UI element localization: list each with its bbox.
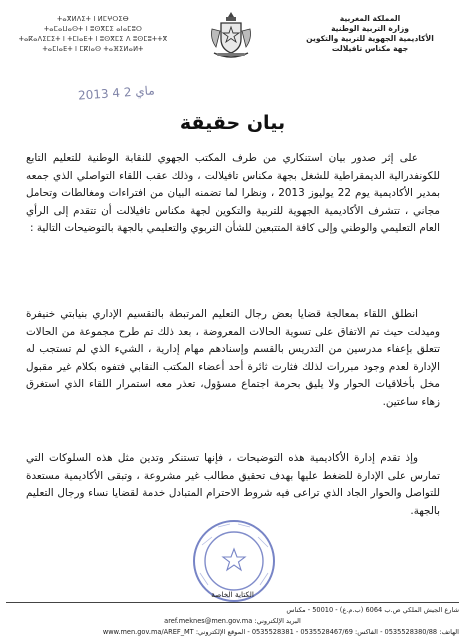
signature-label: الكتابة الخاصة — [211, 590, 254, 599]
header-arabic — [285, 14, 455, 54]
moroccan-coat-of-arms-icon — [204, 9, 258, 63]
footer-contacts: الهاتف: 0535528380/88 - الفاكس: 0535528467/69 - 0535528381 - الموقع الإلكتروني: www.men.gov.ma/AREF_MT — [102, 628, 459, 636]
footer-address: شارع الجيش الملكي ص.ب 6064 (ب.م.ع) - 50010 - مكناس — [286, 606, 459, 614]
header-line-academy: الأكاديمية الجهوية للتربية والتكوين — [306, 34, 434, 43]
header-line-ministry: وزارة التربية الوطنية — [331, 24, 409, 33]
header-tifinagh-line: ⵜⴰⴽⴰⴷⵉⵎⵉⵜ ⵏ ⵜⵎⵏⴰⴹⵜ ⵏ ⵓⵙⴳⵎⵉ ⴷ ⵓⵙⵎⵓⵜⵜⴳ — [18, 35, 168, 43]
header-line-kingdom: المملكة المغربية — [339, 14, 401, 23]
date-stamp: 2013 ماي 2 4 — [77, 83, 156, 103]
paragraph-text: على إثر صدور بيان استنكاري من طرف المكتب الجهوي للنقابة الوطنية للتعليم التابع للكونفدرالية الديمقراطية للشغل بجهة مكناس تافيلالت ، وذلك عقب اللقاء التواصلي الذي جمعه بمدير الأكاديمية يوم 22 يوليوز 2013 ، ونظرا لما تضمنه البيان من افتراءات ومغالطات وتحامل مجاني ، تتشرف الأكاديمية الجهوية للتربية والتكوين لجهة مكناس تافيلالت أن تتقدم إلى الرأي العام التعليمي والوطني وإلى كافة المتتبعين للشأن التربوي والتعليمي بالجهة بالتوضيحات التالية : — [26, 152, 440, 234]
header-tifinagh-line: ⵜⴰⵎⴰⵡⴰⵙⵜ ⵏ ⵓⵙⴳⵎⵉ ⴰⵏⴰⵎⵓⵔ — [43, 25, 143, 33]
document-title: بيان حقيقة — [179, 112, 286, 134]
header-tifinagh — [8, 14, 178, 54]
paragraph-meeting — [26, 306, 440, 411]
paragraph-intro — [26, 150, 440, 238]
header-tifinagh-line: ⵜⴰⵎⵏⴰⴹⵜ ⵏ ⵎⴽⵏⴰⵙ ⵜⴰⴼⵉⵍⴰⵍⵜ — [42, 45, 144, 53]
header-tifinagh-line: ⵜⴰⴳⵍⴷⵉⵜ ⵏ ⵍⵎⵖⵔⵉⴱ — [57, 15, 129, 23]
paragraph-conclusion — [26, 450, 440, 520]
paragraph-text: وإذ تقدم إدارة الأكاديمية هذه التوضيحات ، فإنها تستنكر وتدين مثل هذه السلوكات التي تمارس على الإدارة للضغط عليها بهدف تحقيق مطالب غير مشروعة ، وتبقى الأكاديمية مستعدة للتواصل والحوار الجاد الذي تراعى فيه شروط الاحترام المتبادل خدمة لقضايا نساء ورجال التعليم بالجهة. — [26, 452, 440, 517]
footer-email: البريد الإلكتروني: aref.meknes@men.gov.ma — [164, 617, 301, 625]
footer-divider — [6, 602, 459, 603]
paragraph-text: انطلق اللقاء بمعالجة قضايا بعض رجال التعليم المرتبطة بالتقسيم الإداري بنيابتي خنيفرة وميدلت حيث تم الاتفاق على تسوية الحالات المعروضة ، بعد ذلك تم طرح مجموعة من الحالات تتعلق بإعفاء مدرسين من التدريس بالقسم وإسنادهم مهام إدارية ، الشيء الذي لم تستجب له الإدارة لعدم وجود مبررات لذلك فثارت ثائرة أحد أعضاء المكتب النقابي فتفوه بكلام غير مقبول مخل بأخلاقيات الحوار ولا يليق بحرمة اجتماع مسؤول، تعذر معه استمرار اللقاء الذي استغرق زهاء ساعتين. — [26, 308, 440, 408]
header-line-region: جهة مكناس تافيلالت — [331, 44, 409, 53]
